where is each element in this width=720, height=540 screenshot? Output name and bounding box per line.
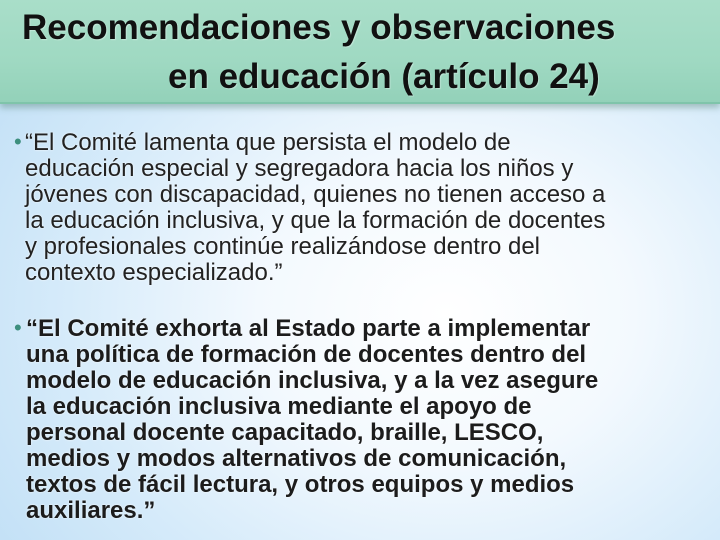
bullet-text <box>25 316 708 524</box>
bullet-line: personal docente capacitado, braille, LESCO, <box>26 419 544 446</box>
bullet-line: contexto especializado.” <box>25 259 283 286</box>
bullet-line: auxiliares.” <box>26 497 156 524</box>
bullet-line: “El Comité lamenta que persista el modelo de <box>25 129 511 156</box>
bullet-text <box>25 130 708 286</box>
slide-title-line-2: en educación (artículo 24) <box>168 57 600 96</box>
bullet-line: y profesionales continúe realizándose dentro del <box>25 233 541 260</box>
bullet-icon: • <box>14 129 22 154</box>
bullet-line: educación especial y segregadora hacia los niños y <box>25 155 574 182</box>
bullet-item-lamenta <box>8 130 708 286</box>
bullet-line: modelo de educación inclusiva, y a la vez asegure <box>26 367 599 394</box>
bullet-line: jóvenes con discapacidad, quienes no tienen acceso a <box>25 181 606 208</box>
bullet-line: la educación inclusiva, y que la formación de docentes <box>25 207 606 234</box>
bullet-line: la educación inclusiva mediante el apoyo de <box>26 393 532 420</box>
bullet-line: textos de fácil lectura, y otros equipos y medios <box>26 471 575 498</box>
bullet-item-exhorta <box>8 316 708 524</box>
bullet-icon: • <box>14 315 22 340</box>
bullet-line: “El Comité exhorta al Estado parte a implementar <box>26 315 591 342</box>
slide-title-line-1: Recomendaciones y observaciones <box>22 8 616 47</box>
bullet-line: una política de formación de docentes dentro del <box>26 341 587 368</box>
title-bar <box>0 0 720 104</box>
bullet-line: medios y modos alternativos de comunicación, <box>26 445 567 472</box>
